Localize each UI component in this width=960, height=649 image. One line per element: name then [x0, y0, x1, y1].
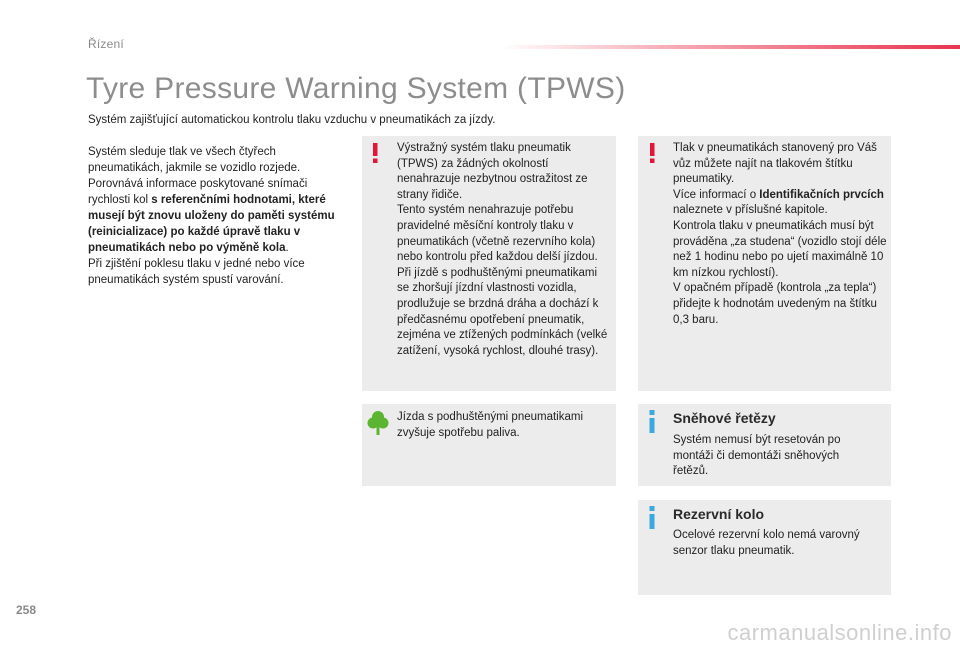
snow-chains-text: Systém nemusí být resetován po montáži či demontáži sněhových řetězů. [673, 434, 841, 478]
info-icon [646, 506, 658, 530]
warning-box-tpws-p2: Tento systém nenahrazuje potřebu pravidelné měsíční kontroly tlaku v pneumatikách (včetně rezervního kola) nebo kontrolu před každou delší jízdou. [397, 204, 598, 264]
left-column-text [88, 144, 340, 288]
spare-wheel-heading: Rezervní kolo [673, 506, 765, 522]
warning-box-tpws-text [397, 141, 611, 359]
warning-box-pressure-p2: Více informací o Identifikačních prvcích naleznete v příslušné kapitole. [673, 188, 884, 217]
intro-text: Systém zajišťující automatickou kontrolu tlaku vzduchu v pneumatikách za jízdy. [88, 114, 496, 126]
exclamation-icon [646, 142, 658, 164]
identification-link-text: Identifikačních prvcích [759, 188, 884, 201]
page-title: Tyre Pressure Warning System (TPWS) [86, 72, 626, 105]
tree-icon [367, 410, 389, 436]
left-paragraph-1-bold: s referenčními hodnotami, které musejí být znovu uloženy do paměti systému (reinicializace) po každé úpravě tlaku v pneumatikách nebo po výměně kola [88, 194, 335, 254]
section-label: Řízení [88, 37, 124, 51]
exclamation-icon [369, 142, 381, 164]
left-paragraph-1: Systém sleduje tlak ve všech čtyřech pneumatikách, jakmile se vozidlo rozjede. Porovnává informace poskytované snímači rychlosti kol s referenčními hodnotami, které musejí být znovu uloženy do paměti systému (reinicializace) po každé úpravě tlaku v pneumatikách nebo po výměně kola. [88, 146, 335, 254]
snow-chains-heading: Sněhové řetězy [673, 410, 776, 426]
warning-box-tpws-p3: Při jízdě s podhuštěnými pneumatikami se zhoršují jízdní vlastnosti vozidla, prodlužuje se brzdná dráha a dochází k předčasnému opotřebení pneumatik, zejména ve ztížených podmínkách (velké zatížení, vysoká rychlost, dlouhé trasy). [397, 266, 608, 357]
left-paragraph-2: Při zjištění poklesu tlaku v jedné nebo více pneumatikách systém spustí varování. [88, 258, 305, 286]
header-accent-bar [500, 45, 960, 49]
warning-box-pressure-p4: V opačném případě (kontrola „za tepla“) přidejte k hodnotám uvedeným na štítku 0,3 baru. [673, 282, 877, 326]
spare-wheel-text: Ocelové rezervní kolo nemá varovný senzor tlaku pneumatik. [673, 529, 860, 557]
warning-box-pressure-p1: Tlak v pneumatikách stanovený pro Váš vůz můžete najít na tlakovém štítku pneumatiky. [673, 142, 877, 186]
warning-box-tpws-p1: Výstražný systém tlaku pneumatik (TPWS) za žádných okolností nenahrazuje nezbytnou ostražitost ze strany řidiče. [397, 142, 588, 201]
page-number: 258 [16, 603, 37, 617]
warning-box-pressure-p3: Kontrola tlaku v pneumatikách musí být prováděna „za studena“ (vozidlo stojí déle než 1 hodinu nebo po ujetí maximálně 10 km nízkou rychlostí). [673, 219, 887, 279]
warning-box-pressure-text [673, 141, 887, 328]
watermark: carmanualsonline.info [727, 620, 952, 645]
info-icon [646, 410, 658, 434]
eco-box-text: Jízda s podhuštěnými pneumatikami zvyšuje spotřebu paliva. [397, 411, 584, 439]
